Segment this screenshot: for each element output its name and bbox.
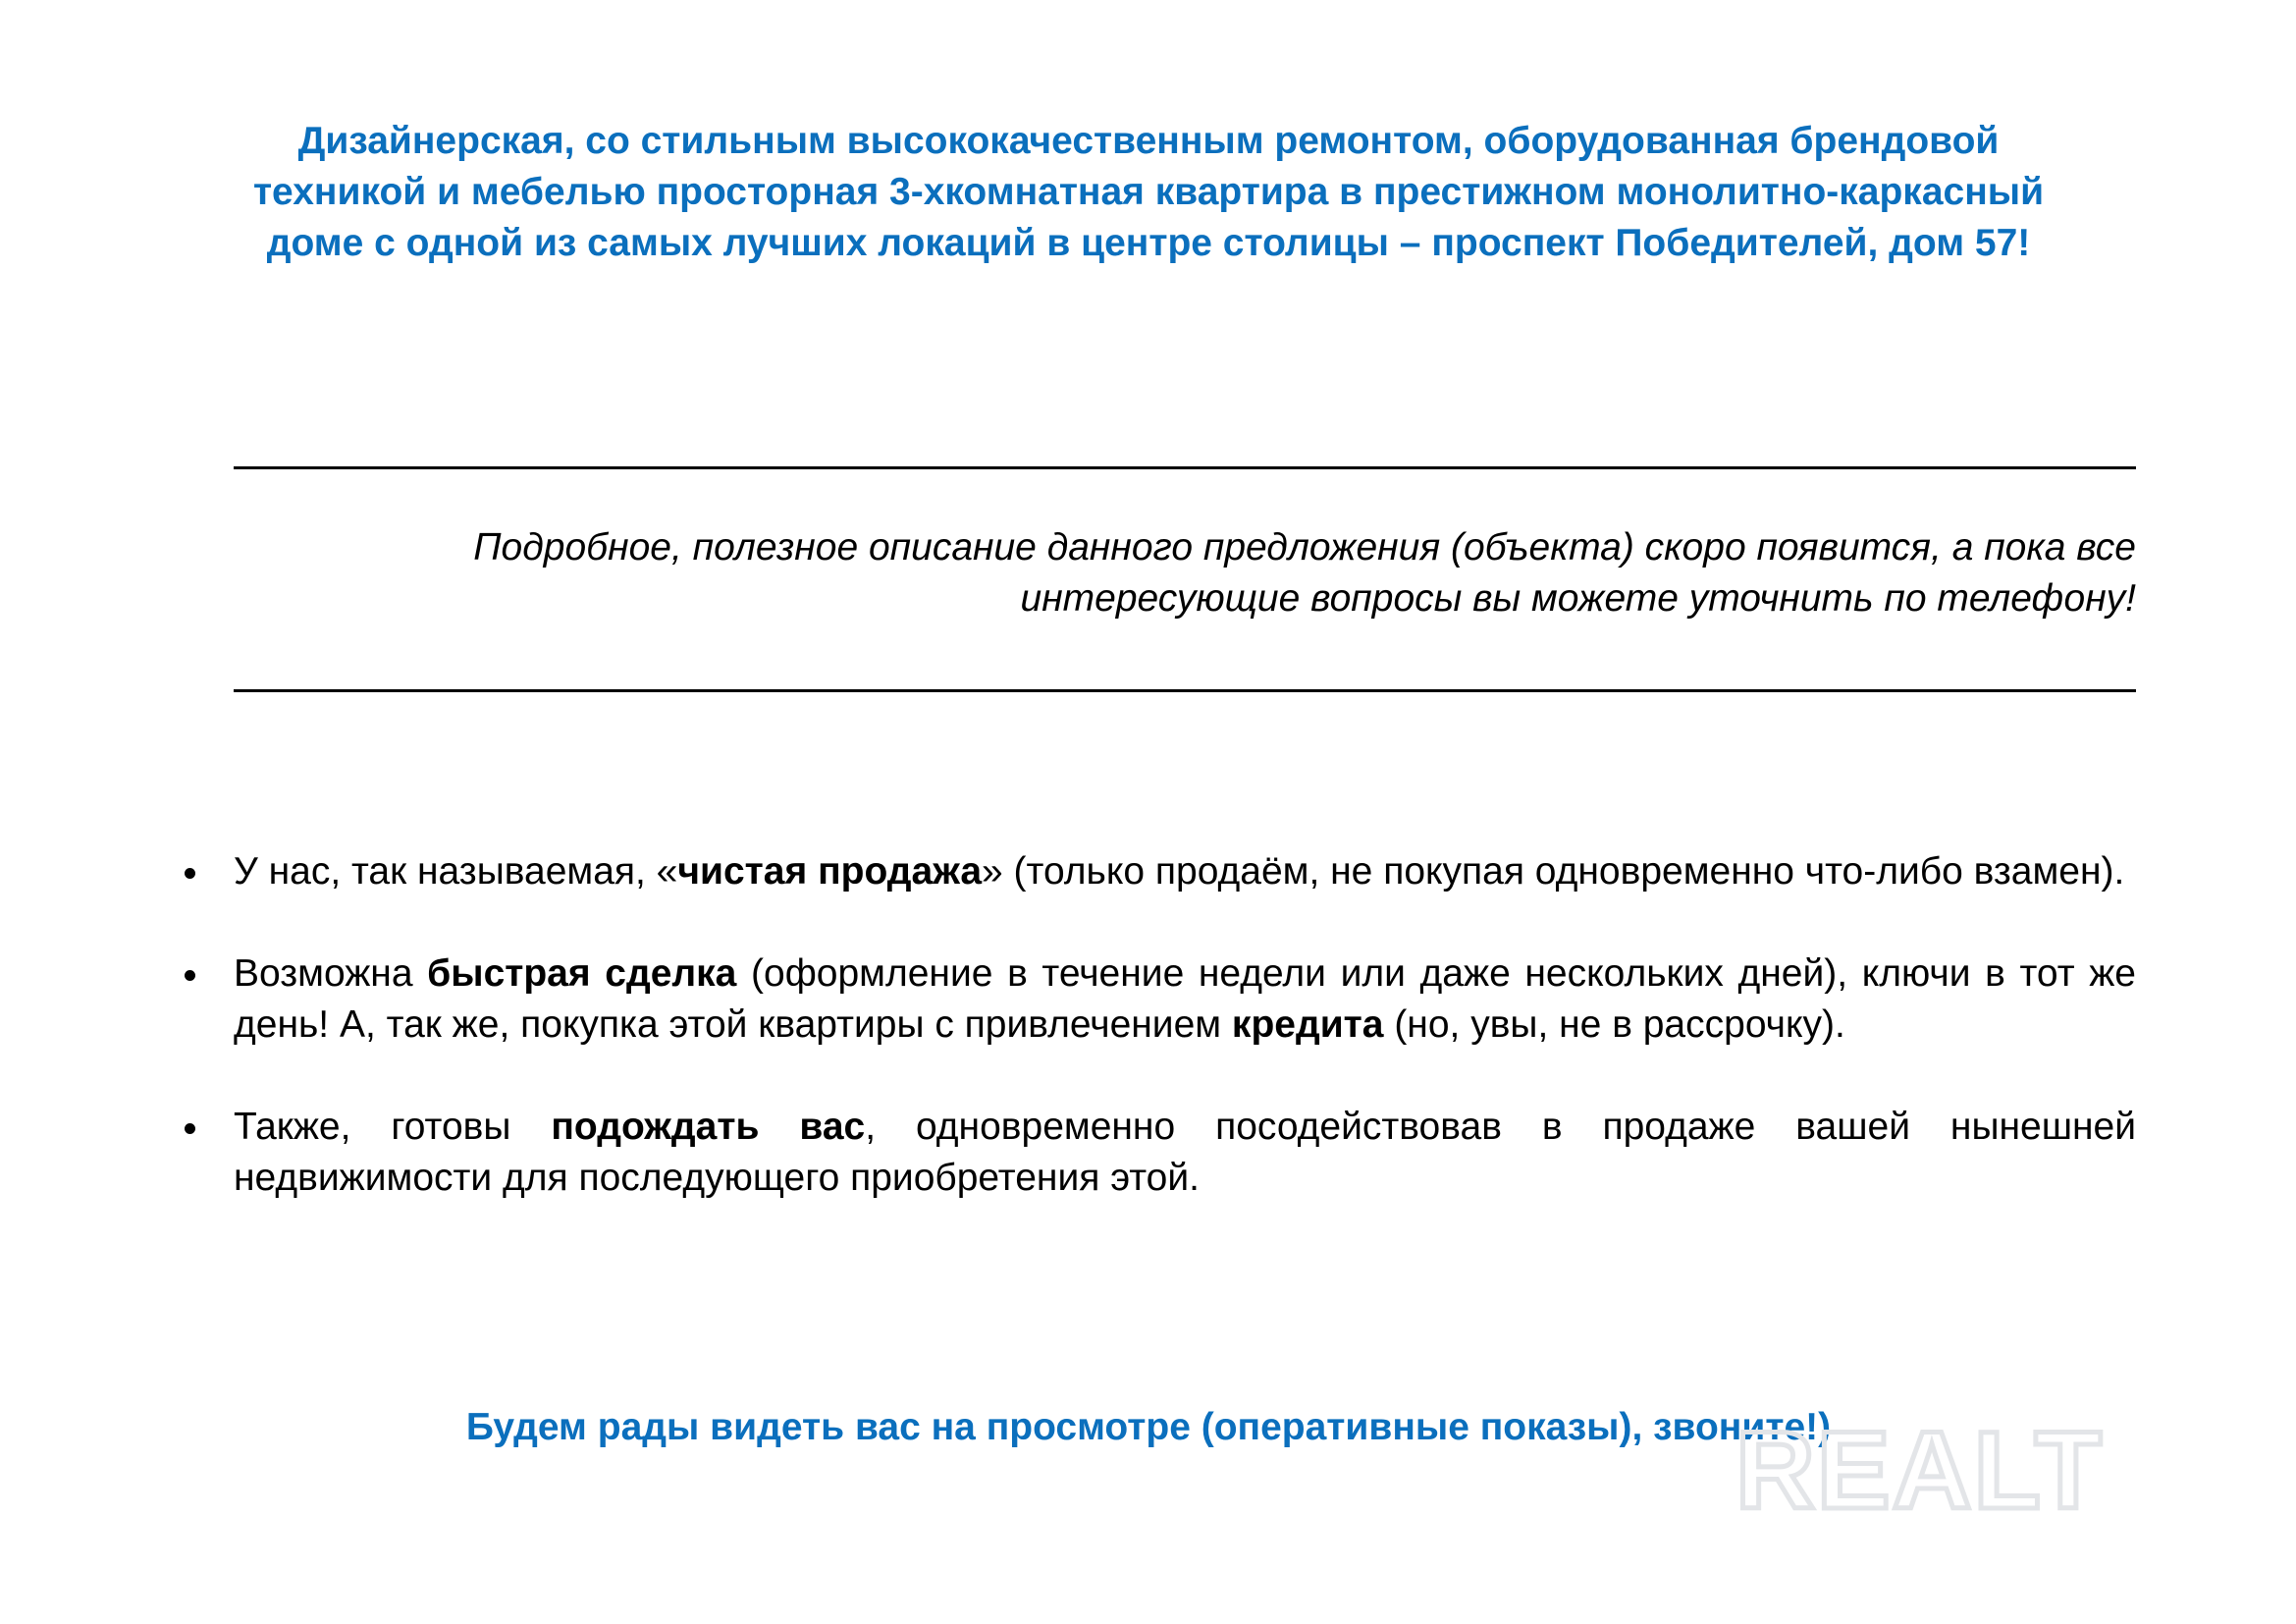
divider-bottom <box>234 689 2136 692</box>
benefits-list <box>177 846 2136 1204</box>
bullet-icon <box>185 1123 195 1134</box>
list-item <box>177 948 2136 1051</box>
bullet-icon <box>185 868 195 879</box>
watermark-text: REALT <box>1735 1418 2104 1526</box>
bullet-text: » (только продаём, не покупая одновременно что-либо взамен). <box>982 850 2125 893</box>
divider-top <box>234 466 2136 469</box>
bullet-bold-text: чистая продажа <box>677 850 983 893</box>
bullet-text: Возможна <box>234 952 428 995</box>
bullet-text: (оформление в течение недели или даже нескольких дней), ключи в тот же день! А, так же, покупка этой квартиры с привлечением <box>234 952 2136 1046</box>
realt-watermark-logo <box>1735 1418 2187 1526</box>
list-item <box>177 1102 2136 1204</box>
bullet-text: Также, готовы <box>234 1106 552 1148</box>
bullet-text: У нас, так называемая, « <box>234 850 678 893</box>
description-note: Подробное, полезное описание данного предложения (объекта) скоро появится, а пока все интересующие вопросы вы можете уточнить по телефону! <box>473 526 2136 620</box>
bullet-text: , одновременно посодействовав в продаже вашей нынешней недвижимости для последующего приобретения этой. <box>234 1106 2136 1199</box>
bullet-bold-text: подождать вас <box>551 1106 866 1148</box>
call-to-action: Будем рады видеть вас на просмотре (оперативные показы), звоните!) <box>465 1406 1832 1448</box>
listing-title: Дизайнерская, со стильным высококачественным ремонтом, оборудованная брендовой техникой и мебелью просторная 3-хкомнатная квартира в престижном монолитно-каркасный доме с одной из самых лучших локаций в центре столицы – проспект Победителей, дом 57! <box>252 120 2045 264</box>
bullet-bold-text: быстрая сделка <box>427 952 737 995</box>
bullet-icon <box>185 970 195 981</box>
list-item <box>177 846 2136 897</box>
bullet-text: (но, увы, не в рассрочку). <box>1383 1003 1845 1046</box>
bullet-bold-text: кредита <box>1231 1003 1384 1046</box>
